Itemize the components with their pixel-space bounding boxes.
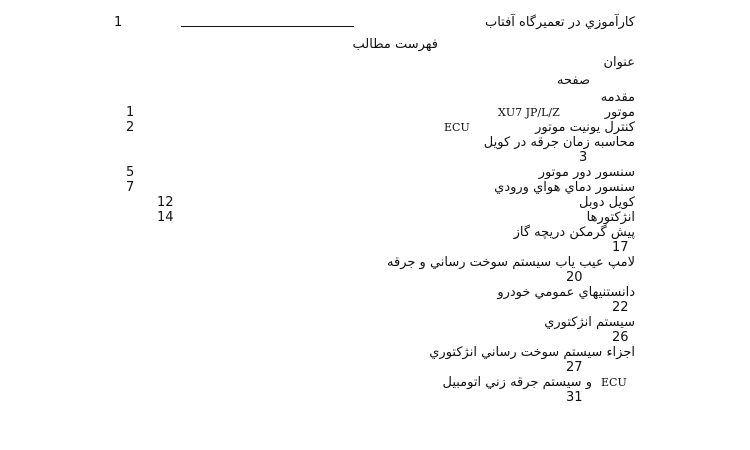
toc-entry-page: 31	[566, 390, 583, 405]
toc-entry-title: کويل دوبل	[578, 195, 635, 210]
toc-entry-title: سنسور دماي هواي ورودي	[494, 180, 635, 195]
toc-entry-title: سنسور دور موتور	[538, 165, 635, 180]
toc-entry-title: موتور	[604, 105, 635, 120]
toc-entry-page: 22	[612, 300, 629, 315]
toc-entry-title: سيستم انژکتوري	[544, 315, 635, 330]
toc-entry-title: کنترل يونيت موتور	[535, 120, 635, 135]
toc-entry-title: محاسبه زمان جرقه در کويل	[483, 135, 635, 150]
toc-entry-page: 12	[157, 195, 174, 210]
toc-entry-page: 26	[612, 330, 629, 345]
header-title: کارآموزي در تعميرگاه آفتاب	[484, 15, 635, 30]
header-rule	[181, 26, 354, 27]
toc-entry-page: 3	[579, 150, 588, 165]
toc-column-title: عنوان	[603, 55, 635, 70]
toc-entry-page: 17	[612, 240, 629, 255]
toc-entry-page: 20	[566, 270, 583, 285]
toc-entry-latin: ECU	[601, 376, 627, 389]
toc-entry-page: 1	[126, 105, 135, 120]
toc-entry-title: لامپ عيب ياب سيستم سوخت رساني و جرقه	[387, 255, 635, 270]
toc-entry-page: 14	[157, 210, 174, 225]
toc-entry-page: 2	[126, 120, 135, 135]
toc-heading: فهرست مطالب	[352, 37, 438, 52]
toc-entry-title: اجزاء سيستم سوخت رساني انژکتوري	[429, 345, 635, 360]
toc-entry-page: 27	[566, 360, 583, 375]
toc-entry-page: 5	[126, 165, 135, 180]
toc-intro: مقدمه	[600, 90, 635, 105]
toc-entry-latin: ECU	[444, 121, 470, 134]
toc-entry-title: و سيستم جرقه زني اتومبيل	[442, 375, 592, 390]
toc-column-page: صفحه	[557, 73, 590, 88]
toc-entry-page: 7	[126, 180, 135, 195]
toc-entry-latin: XU7 JP/L/Z	[498, 106, 560, 119]
header-page-number: 1	[114, 15, 123, 30]
toc-entry-title: پيش گرمکن دريچه گاز	[513, 225, 635, 240]
toc-entry-title: انژکتورها	[586, 210, 635, 225]
toc-entry-title: دانستنيهاي عمومي خودرو	[497, 285, 635, 300]
